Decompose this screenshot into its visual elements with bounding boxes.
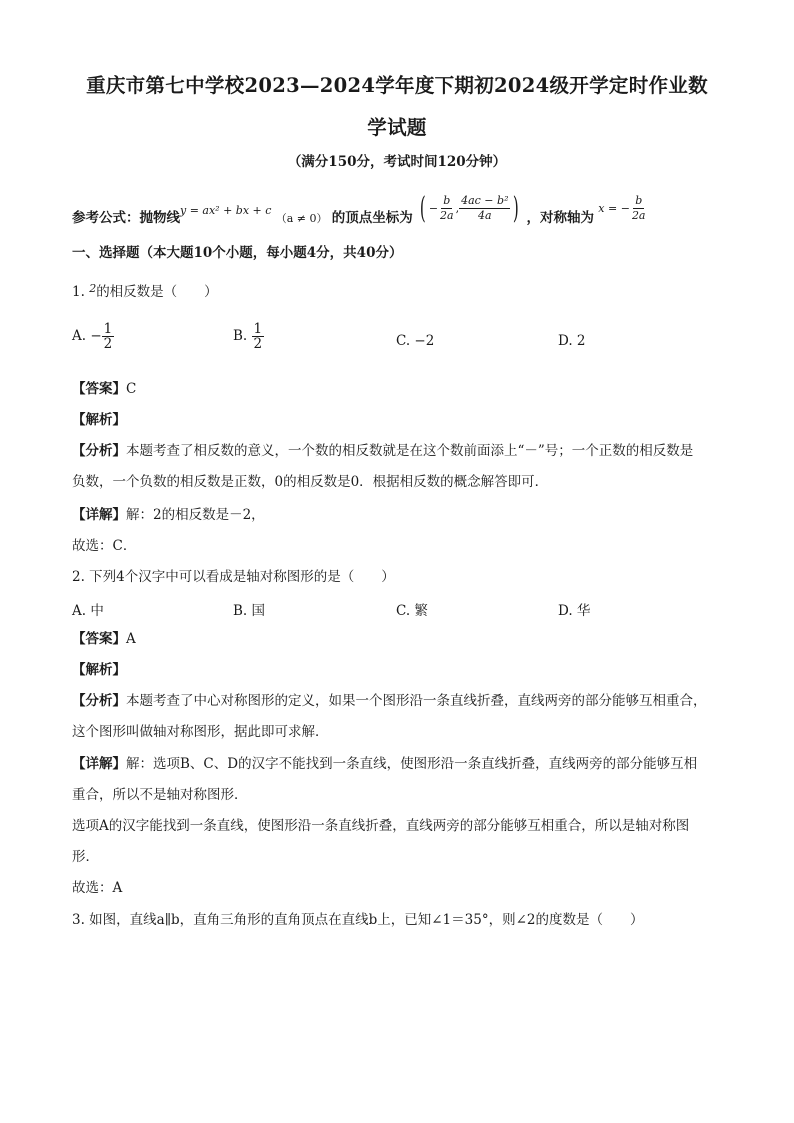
q1-option-b: B. $\frac{1}{2}$	[233, 321, 263, 352]
q2-choose: 故选：A	[72, 880, 123, 896]
q1-analysis-tag: 【解析】	[72, 412, 126, 428]
q2-option-a: A. 中	[72, 603, 104, 619]
page-subtitle: （满分150分，考试时间120分钟）	[287, 154, 507, 170]
q1-xiangjie: 【详解】解：2的相反数是－2，	[72, 507, 265, 523]
q1-stem: 1. $^2$的相反数是（ ）	[72, 282, 218, 300]
q2-fenxi-line2: 这个图形叫做轴对称图形，据此即可求解．	[72, 724, 329, 740]
q1-choose: 故选：C．	[72, 538, 137, 554]
q1-fenxi-line1: 【分析】本题考查了相反数的意义，一个数的相反数就是在这个数前面添上“－”号；一个正数的相反数是	[72, 443, 694, 459]
q2-answer: 【答案】A	[72, 631, 136, 647]
axis-of-symmetry: x = − $\frac{b}{2a}$	[598, 194, 646, 222]
q2-analysis-tag: 【解析】	[72, 662, 126, 678]
q1-answer: 【答案】C	[72, 381, 137, 397]
page-title-line2: 学试题	[367, 116, 427, 139]
vertex-y-fraction: $\frac{\text{4ac − b²}}{4a}$	[461, 194, 509, 222]
q3-stem: 3. 如图，直线a∥b，直角三角形的直角顶点在直线b上，已知∠1＝35°，则∠2的度数是（ ）	[72, 912, 644, 928]
q1-option-a-fraction: $\frac{1}{2}$	[103, 321, 113, 352]
formula-prefix: 参考公式：抛物线	[72, 210, 180, 226]
vertex-x-fraction: $\frac{b}{2a}$	[440, 194, 454, 222]
q2-xiangjie-line3: 选项A的汉字能找到一条直线，使图形沿一条直线折叠，直线两旁的部分能够互相重合，所以是轴对称图	[72, 818, 690, 834]
q1-option-b-fraction: $\frac{1}{2}$	[253, 321, 263, 352]
axis-fraction: $\frac{b}{2a}$	[631, 194, 646, 222]
q2-option-c: C. 繁	[396, 603, 428, 619]
q2-stem: 2. 下列4个汉字中可以看成是轴对称图形的是（ ）	[72, 569, 395, 585]
q2-option-b: B. 国	[233, 603, 266, 619]
parabola-equation: y = ax² + bx + c	[180, 204, 272, 217]
q1-fenxi-line2: 负数，一个负数的相反数是正数，0的相反数是0．根据相反数的概念解答即可．	[72, 474, 549, 490]
section-heading-choice: 一、选择题（本大题10个小题，每小题4分，共40分）	[72, 245, 403, 261]
vertex-coordinates: ( − $\frac{b}{2a}$ , $\frac{\text{4ac − b²}}{4a}$ )	[420, 190, 520, 226]
q1-option-c: C. −2	[396, 333, 435, 349]
q2-option-d: D. 华	[558, 603, 591, 619]
q1-option-d: D. 2	[558, 333, 586, 349]
axis-text: ，对称轴为	[526, 210, 594, 226]
q2-xiangjie-line1: 【详解】解：选项B、C、D的汉字不能找到一条直线，使图形沿一条直线折叠，直线两旁的部分能够互相	[72, 756, 698, 772]
q2-xiangjie-line2: 重合，所以不是轴对称图形．	[72, 787, 248, 803]
reference-formula	[72, 190, 648, 233]
page-title-line1: 重庆市第七中学校2023—2024学年度下期初2024级开学定时作业数	[86, 74, 708, 97]
q2-xiangjie-line4: 形．	[72, 849, 99, 865]
q2-fenxi-line1: 【分析】本题考查了中心对称图形的定义，如果一个图形沿一条直线折叠，直线两旁的部分能够互相重合，	[72, 693, 707, 709]
vertex-text: 的顶点坐标为	[331, 210, 413, 226]
q1-option-a: A. − $\frac{1}{2}$	[72, 321, 113, 352]
formula-condition: （a ≠ 0）	[275, 212, 328, 225]
